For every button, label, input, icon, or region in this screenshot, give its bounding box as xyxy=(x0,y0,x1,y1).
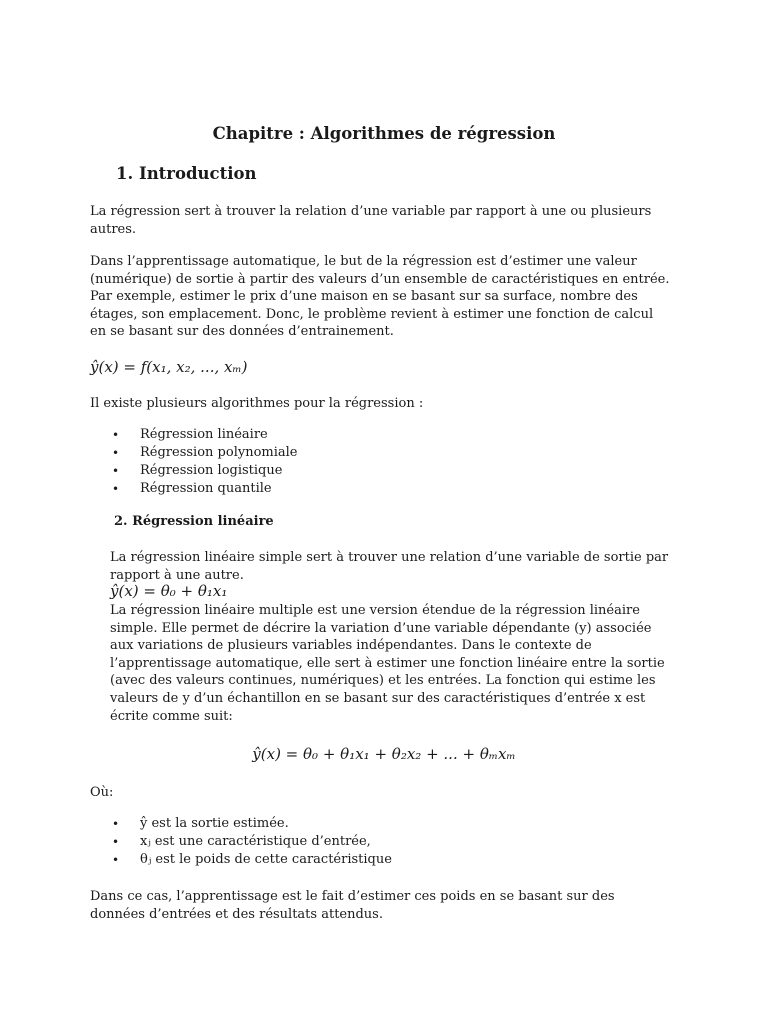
conclusion-line: données d’entrées et des résultats attendus. xyxy=(90,906,383,922)
algorithms-intro: Il existe plusieurs algorithmes pour la régression : xyxy=(90,396,424,411)
where-label: Où: xyxy=(90,785,114,800)
conclusion-paragraph xyxy=(90,888,680,923)
list-item: • ŷ est la sortie estimée. xyxy=(112,815,392,833)
list-item: • Régression quantile xyxy=(112,480,297,498)
section-heading-linear-regression: 2. Régression linéaire xyxy=(114,514,274,529)
linear-multiple-line: simple. Elle permet de décrire la variation d’une variable dépendante (y) associée xyxy=(110,620,652,636)
intro-paragraph-2-line: Par exemple, estimer le prix d’une maison en se basant sur sa surface, nombre des xyxy=(90,289,638,305)
linear-multiple-line: La régression linéaire multiple est une version étendue de la régression linéaire xyxy=(110,603,640,618)
linear-multiple-line: (avec des valeurs continues, numériques) et les entrées. La fonction qui estime les xyxy=(110,673,656,689)
chapter-title: Chapitre : Algorithmes de régression xyxy=(212,124,556,143)
linear-multiple-line: l’apprentissage automatique, elle sert à estimer une fonction linéaire entre la sortie xyxy=(110,655,665,671)
list-item: • xⱼ est une caractéristique d’entrée, xyxy=(112,833,392,851)
linear-multiple-line: aux variations de plusieurs variables indépendantes. Dans le contexte de xyxy=(110,638,592,654)
intro-paragraph-2-line: Dans l’apprentissage automatique, le but de la régression est d’estimer une valeur xyxy=(90,254,637,269)
linear-simple-line: La régression linéaire simple sert à trouver une relation d’une variable de sortie par xyxy=(110,550,669,565)
list-item: • Régression polynomiale xyxy=(112,444,297,462)
linear-multiple-line: écrite comme suit: xyxy=(110,708,233,724)
intro-paragraph-2 xyxy=(90,253,680,341)
linear-multiple-paragraph xyxy=(110,602,676,725)
list-item: • θⱼ est le poids de cette caractéristique xyxy=(112,851,392,869)
intro-paragraph-2-line: étages, son emplacement. Donc, le problème revient à estimer une fonction de calcul xyxy=(90,306,654,322)
list-item: • Régression logistique xyxy=(112,462,297,480)
linear-simple-line: rapport à une autre. xyxy=(110,567,244,583)
algorithms-list xyxy=(112,426,297,498)
list-item: • Régression linéaire xyxy=(112,426,297,444)
intro-paragraph-1-text: La régression sert à trouver la relation d’une variable par rapport à une ou plusieurs autres. xyxy=(90,204,652,237)
intro-paragraph-2-line: (numérique) de sortie à partir des valeurs d’un ensemble de caractéristiques en entrée. xyxy=(90,271,670,287)
conclusion-line: Dans ce cas, l’apprentissage est le fait d’estimer ces poids en se basant sur des xyxy=(90,889,615,904)
intro-paragraph-1 xyxy=(90,203,680,238)
equation-multiple-linear: ŷ(x) = θ₀ + θ₁x₁ + θ₂x₂ + ... + θₘxₘ xyxy=(252,745,516,763)
intro-paragraph-2-line: en se basant sur des données d’entrainement. xyxy=(90,324,394,340)
equation-general-regression: ŷ(x) = f(x₁, x₂, ..., xₘ) xyxy=(90,358,248,376)
where-list xyxy=(112,815,392,869)
equation-simple-linear: ŷ(x) = θ₀ + θ₁x₁ xyxy=(110,582,228,600)
linear-simple-paragraph xyxy=(110,549,678,584)
section-heading-introduction: 1. Introduction xyxy=(116,164,257,183)
linear-multiple-line: valeurs de y d’un échantillon en se basant sur des caractéristiques d’entrée x est xyxy=(110,690,646,706)
